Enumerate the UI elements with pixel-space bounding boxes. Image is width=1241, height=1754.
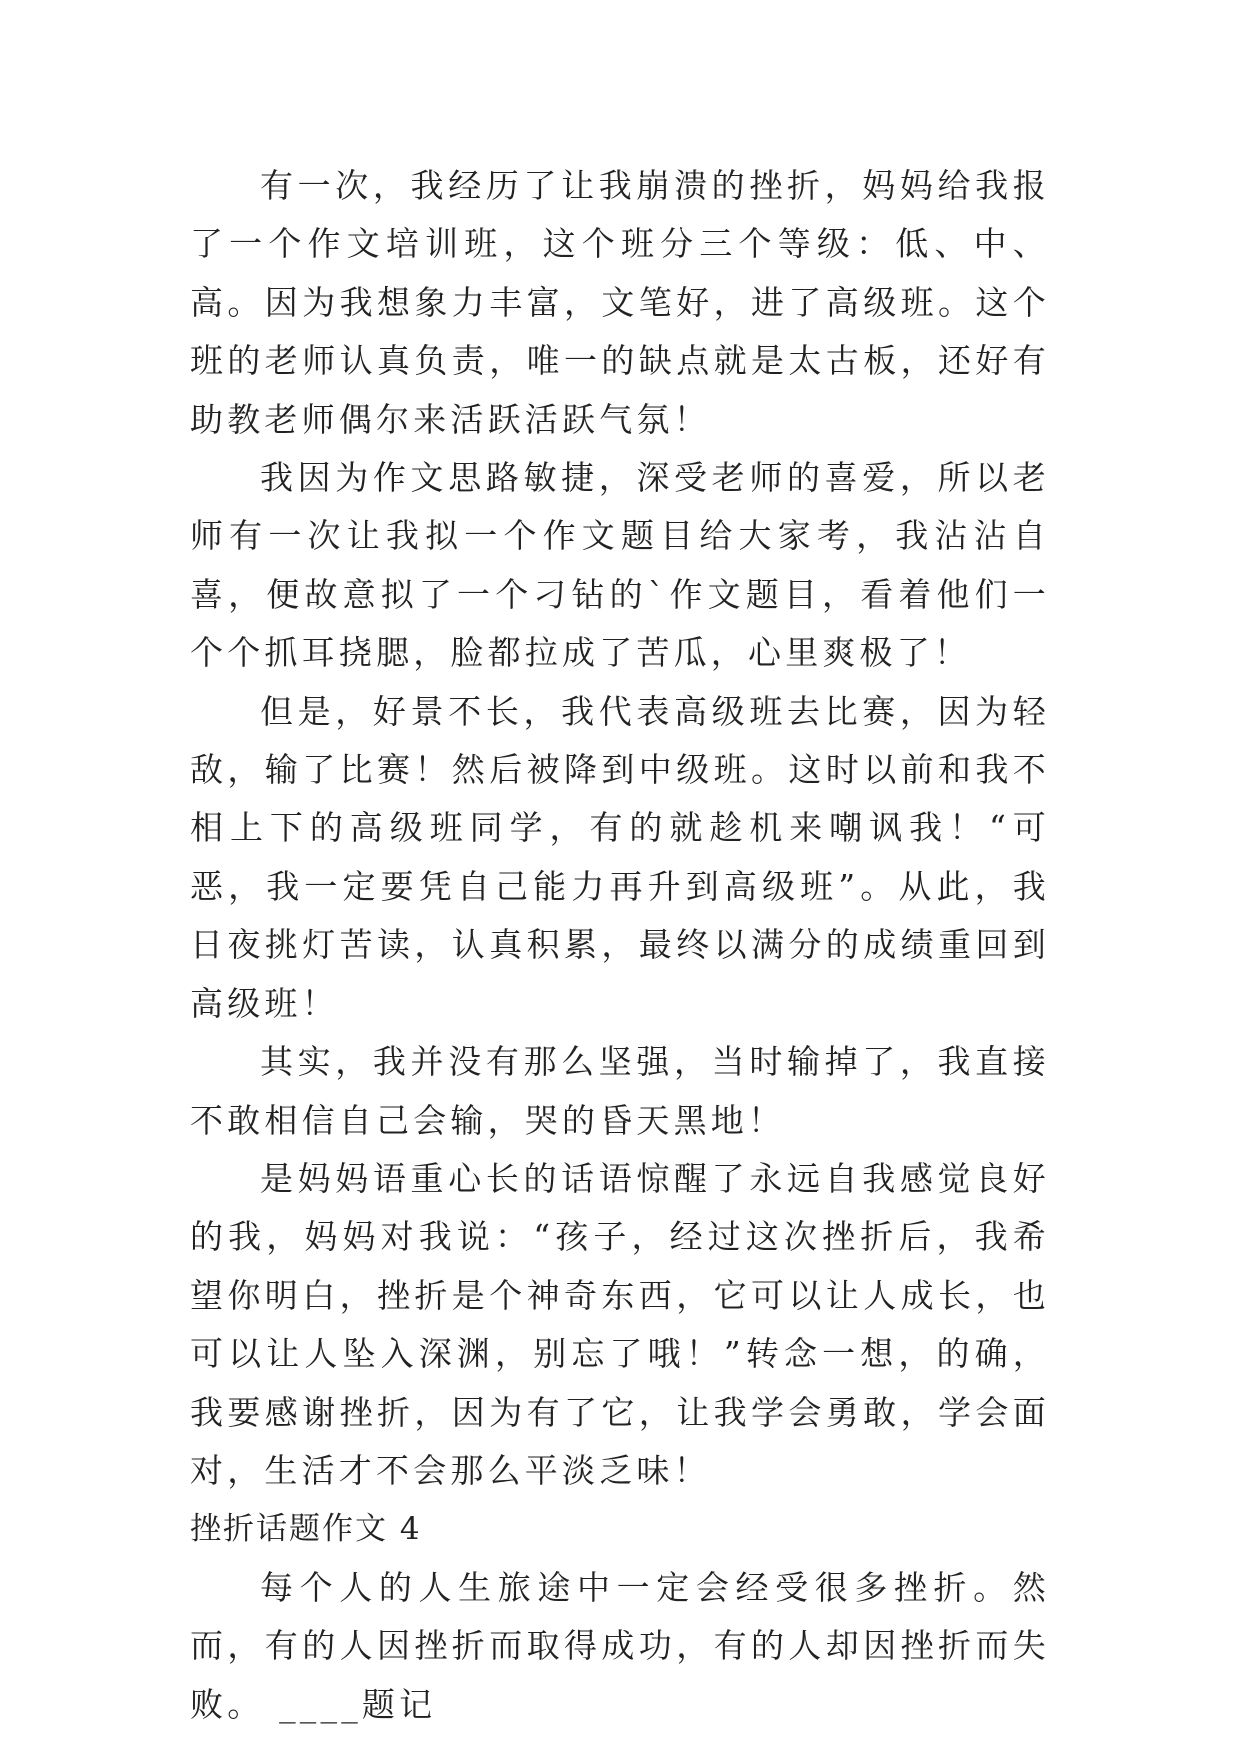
document-body <box>190 157 1050 1734</box>
section-title: 挫折话题作文 4 <box>190 1511 422 1548</box>
paragraph-5: 是妈妈语重心长的话语惊醒了永远自我感觉良好的我，妈妈对我说：“孩子，经过这次挫折后，我希望你明白，挫折是个神奇东西，它可以让人成长，也可以让人坠入深渊，别忘了哦！”转念一想，的确，我要感谢挫折，因为有了它，让我学会勇敢，学会面对，生活才不会那么平淡乏味！ <box>190 1158 1050 1490</box>
paragraph-6: 每个人的人生旅途中一定会经受很多挫折。然而，有的人因挫折而取得成功，有的人却因挫折而失败。 ____题记 <box>190 1567 1050 1724</box>
paragraph-3: 但是，好景不长，我代表高级班去比赛，因为轻敌，输了比赛！然后被降到中级班。这时以前和我不相上下的高级班同学，有的就趁机来嘲讽我！“可恶，我一定要凭自己能力再升到高级班”。从此，我日夜挑灯苦读，认真积累，最终以满分的成绩重回到高级班！ <box>190 691 1050 1023</box>
paragraph-1: 有一次，我经历了让我崩溃的挫折，妈妈给我报了一个作文培训班，这个班分三个等级：低、中、高。因为我想象力丰富，文笔好，进了高级班。这个班的老师认真负责，唯一的缺点就是太古板，还好有助教老师偶尔来活跃活跃气氛！ <box>190 166 1050 439</box>
paragraph-4: 其实，我并没有那么坚强，当时输掉了，我直接不敢相信自己会输，哭的昏天黑地！ <box>190 1042 1050 1140</box>
paragraph-2: 我因为作文思路敏捷，深受老师的喜爱，所以老师有一次让我拟一个作文题目给大家考，我沾沾自喜，便故意拟了一个刁钻的`作文题目，看着他们一个个抓耳挠腮，脸都拉成了苦瓜，心里爽极了！ <box>190 458 1050 673</box>
